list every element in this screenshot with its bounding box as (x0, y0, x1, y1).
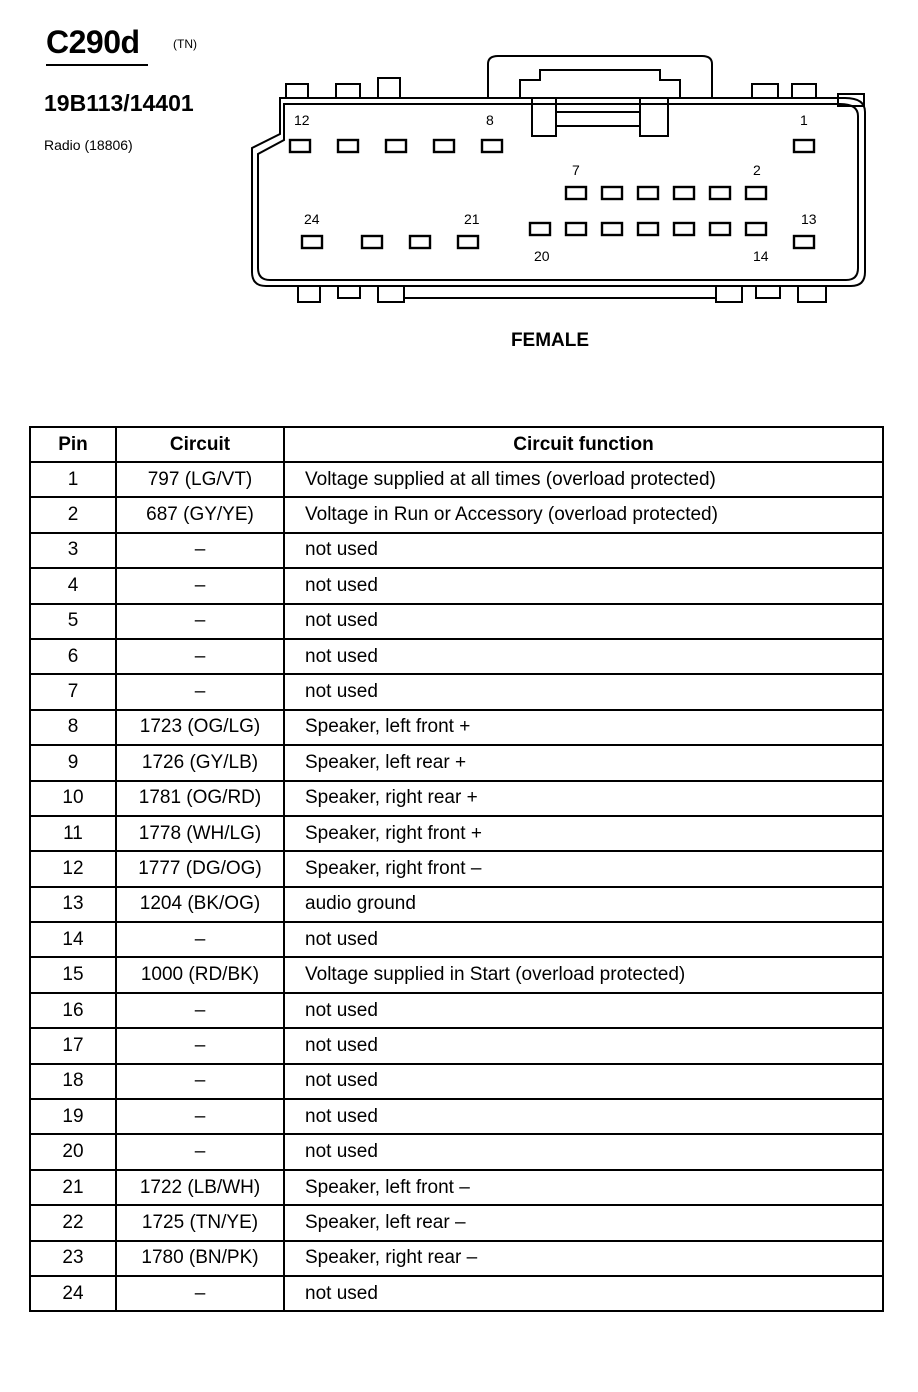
table-row (30, 1134, 883, 1169)
circuit-cell: 1726 (GY/LB) (116, 745, 284, 780)
circuit-cell: – (116, 1064, 284, 1099)
pin-label-7: 7 (572, 162, 580, 178)
table-row (30, 887, 883, 922)
pin-cell: 19 (30, 1099, 116, 1134)
pin-cavity (638, 187, 658, 199)
connector-id: C290d (46, 24, 140, 60)
pin-cavity (602, 223, 622, 235)
table-row (30, 1205, 883, 1240)
circuit-cell: 687 (GY/YE) (116, 497, 284, 532)
function-cell: not used (284, 604, 883, 639)
circuit-cell: 797 (LG/VT) (116, 462, 284, 497)
circuit-cell: 1723 (OG/LG) (116, 710, 284, 745)
pin-cavity (434, 140, 454, 152)
function-cell: Voltage in Run or Accessory (overload protected) (284, 497, 883, 532)
circuit-cell: 1777 (DG/OG) (116, 851, 284, 886)
pin-label-13: 13 (801, 211, 817, 227)
function-cell: Speaker, left rear – (284, 1205, 883, 1240)
pin-cell: 8 (30, 710, 116, 745)
pin-cavity (794, 236, 814, 248)
table-row (30, 710, 883, 745)
pin-cell: 15 (30, 957, 116, 992)
function-cell: not used (284, 639, 883, 674)
pin-cavity (746, 187, 766, 199)
function-cell: not used (284, 993, 883, 1028)
connector-diagram (240, 50, 880, 312)
pin-cavity (674, 223, 694, 235)
pin-cavity (794, 140, 814, 152)
function-cell: not used (284, 568, 883, 603)
pin-label-1: 1 (800, 112, 808, 128)
pin-cell: 6 (30, 639, 116, 674)
pin-label-12: 12 (294, 112, 310, 128)
pin-cell: 13 (30, 887, 116, 922)
pin-cell: 7 (30, 674, 116, 709)
pin-table (29, 426, 884, 1312)
circuit-cell: – (116, 533, 284, 568)
function-cell: not used (284, 1064, 883, 1099)
pin-label-2: 2 (753, 162, 761, 178)
pin-cell: 24 (30, 1276, 116, 1311)
table-row (30, 533, 883, 568)
pin-label-8: 8 (486, 112, 494, 128)
pin-cell: 9 (30, 745, 116, 780)
column-header-pin: Pin (30, 427, 116, 462)
pin-cavity (602, 187, 622, 199)
pin-cell: 3 (30, 533, 116, 568)
function-cell: Speaker, left front – (284, 1170, 883, 1205)
circuit-cell: – (116, 1099, 284, 1134)
pin-cavity (566, 223, 586, 235)
part-number: 19B113/14401 (44, 90, 194, 116)
pin-cell: 11 (30, 816, 116, 851)
pin-cell: 4 (30, 568, 116, 603)
component-name: Radio (18806) (44, 137, 133, 153)
table-row (30, 674, 883, 709)
circuit-cell: – (116, 1028, 284, 1063)
function-cell: audio ground (284, 887, 883, 922)
function-cell: not used (284, 1028, 883, 1063)
table-row (30, 781, 883, 816)
table-row (30, 993, 883, 1028)
circuit-cell: 1000 (RD/BK) (116, 957, 284, 992)
table-row (30, 1241, 883, 1276)
pin-cavity (746, 223, 766, 235)
pin-label-20: 20 (534, 248, 550, 264)
function-cell: Speaker, left front + (284, 710, 883, 745)
circuit-cell: 1780 (BN/PK) (116, 1241, 284, 1276)
table-row (30, 816, 883, 851)
pin-cavity (674, 187, 694, 199)
table-row (30, 1170, 883, 1205)
pin-cell: 16 (30, 993, 116, 1028)
pin-cavity (638, 223, 658, 235)
circuit-cell: 1725 (TN/YE) (116, 1205, 284, 1240)
circuit-cell: 1778 (WH/LG) (116, 816, 284, 851)
table-row (30, 1099, 883, 1134)
pin-cell: 14 (30, 922, 116, 957)
circuit-cell: – (116, 1134, 284, 1169)
pin-cavity (566, 187, 586, 199)
pin-cell: 18 (30, 1064, 116, 1099)
circuit-cell: 1204 (BK/OG) (116, 887, 284, 922)
function-cell: not used (284, 1134, 883, 1169)
table-row (30, 568, 883, 603)
function-cell: Speaker, right rear – (284, 1241, 883, 1276)
connector-id-underline (46, 64, 148, 66)
function-cell: Speaker, left rear + (284, 745, 883, 780)
pin-cavity (710, 223, 730, 235)
circuit-cell: – (116, 604, 284, 639)
pin-cavity (290, 140, 310, 152)
pin-cell: 20 (30, 1134, 116, 1169)
pin-cell: 17 (30, 1028, 116, 1063)
function-cell: not used (284, 922, 883, 957)
table-header-row (30, 427, 883, 462)
circuit-cell: 1722 (LB/WH) (116, 1170, 284, 1205)
pin-cavity (482, 140, 502, 152)
table-row (30, 851, 883, 886)
circuit-cell: – (116, 568, 284, 603)
pin-cell: 2 (30, 497, 116, 532)
connector-color: (TN) (173, 37, 197, 51)
function-cell: Speaker, right front – (284, 851, 883, 886)
table-row (30, 1276, 883, 1311)
table-row (30, 1064, 883, 1099)
pin-cell: 21 (30, 1170, 116, 1205)
column-header-function: Circuit function (284, 427, 883, 462)
pin-cell: 22 (30, 1205, 116, 1240)
pin-cell: 10 (30, 781, 116, 816)
pin-cavity (530, 223, 550, 235)
circuit-cell: – (116, 674, 284, 709)
pin-label-24: 24 (304, 211, 320, 227)
pin-cavity (338, 140, 358, 152)
table-row (30, 604, 883, 639)
pin-cavity (386, 140, 406, 152)
circuit-cell: – (116, 922, 284, 957)
connector-gender: FEMALE (510, 330, 590, 351)
connector-latch (488, 56, 712, 98)
pin-cell: 5 (30, 604, 116, 639)
table-row (30, 1028, 883, 1063)
function-cell: Speaker, right front + (284, 816, 883, 851)
circuit-cell: 1781 (OG/RD) (116, 781, 284, 816)
circuit-cell: – (116, 1276, 284, 1311)
table-row (30, 497, 883, 532)
circuit-cell: – (116, 993, 284, 1028)
column-header-circuit: Circuit (116, 427, 284, 462)
function-cell: not used (284, 674, 883, 709)
pin-cavity (302, 236, 322, 248)
pin-cell: 12 (30, 851, 116, 886)
pin-cavity (710, 187, 730, 199)
pin-label-21: 21 (464, 211, 480, 227)
table-row (30, 922, 883, 957)
table-row (30, 639, 883, 674)
function-cell: not used (284, 1276, 883, 1311)
function-cell: Speaker, right rear + (284, 781, 883, 816)
function-cell: Voltage supplied at all times (overload protected) (284, 462, 883, 497)
function-cell: not used (284, 1099, 883, 1134)
table-row (30, 745, 883, 780)
table-row (30, 462, 883, 497)
function-cell: Voltage supplied in Start (overload protected) (284, 957, 883, 992)
function-cell: not used (284, 533, 883, 568)
pin-cavity (362, 236, 382, 248)
pin-cell: 1 (30, 462, 116, 497)
pin-cavity (458, 236, 478, 248)
pin-cell: 23 (30, 1241, 116, 1276)
table-row (30, 957, 883, 992)
pin-label-14: 14 (753, 248, 769, 264)
circuit-cell: – (116, 639, 284, 674)
pin-cavity (410, 236, 430, 248)
